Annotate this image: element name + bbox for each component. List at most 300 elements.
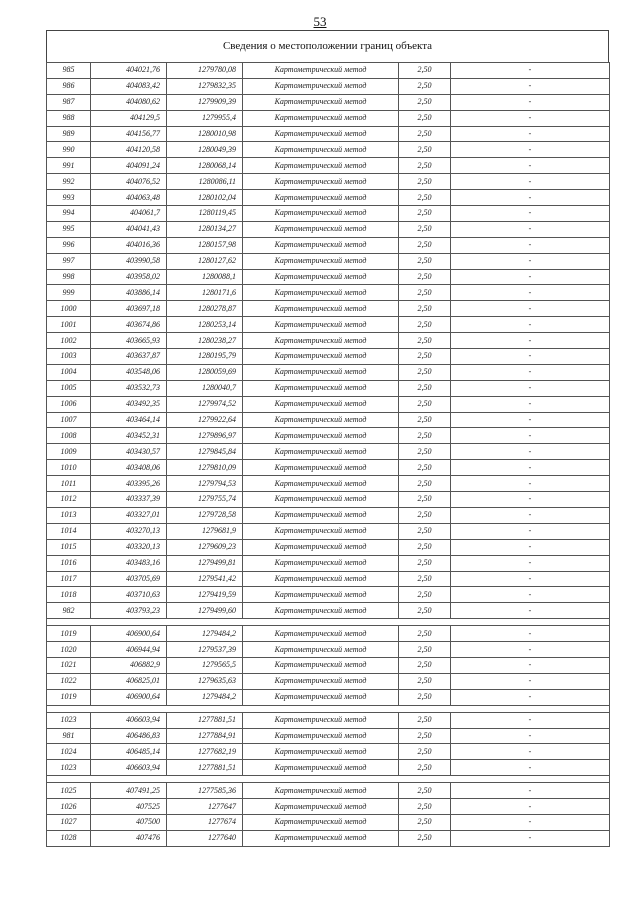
point-number-cell: 992 xyxy=(47,174,91,190)
description-cell: - xyxy=(451,317,610,333)
x-coordinate-cell: 403710,63 xyxy=(91,587,167,603)
table-row xyxy=(47,269,610,285)
method-cell: Картометрический метод xyxy=(243,492,399,508)
method-cell: Картометрический метод xyxy=(243,476,399,492)
description-cell: - xyxy=(451,712,610,728)
point-number-cell: 1020 xyxy=(47,642,91,658)
x-coordinate-cell: 404061,7 xyxy=(91,206,167,222)
accuracy-cell: 2,50 xyxy=(399,571,451,587)
description-cell: - xyxy=(451,642,610,658)
table-row xyxy=(47,523,610,539)
x-coordinate-cell: 403492,35 xyxy=(91,396,167,412)
point-number-cell: 997 xyxy=(47,253,91,269)
table-row xyxy=(47,783,610,799)
description-cell: - xyxy=(451,571,610,587)
x-coordinate-cell: 403452,31 xyxy=(91,428,167,444)
y-coordinate-cell: 1277585,36 xyxy=(167,783,243,799)
method-cell: Картометрический метод xyxy=(243,94,399,110)
accuracy-cell: 2,50 xyxy=(399,142,451,158)
accuracy-cell: 2,50 xyxy=(399,603,451,619)
description-cell: - xyxy=(451,539,610,555)
accuracy-cell: 2,50 xyxy=(399,799,451,815)
method-cell: Картометрический метод xyxy=(243,460,399,476)
description-cell: - xyxy=(451,190,610,206)
method-cell: Картометрический метод xyxy=(243,830,399,846)
table-row xyxy=(47,221,610,237)
table-row xyxy=(47,412,610,428)
accuracy-cell: 2,50 xyxy=(399,174,451,190)
x-coordinate-cell: 404041,43 xyxy=(91,221,167,237)
table-row xyxy=(47,190,610,206)
y-coordinate-cell: 1277884,91 xyxy=(167,728,243,744)
y-coordinate-cell: 1279541,42 xyxy=(167,571,243,587)
y-coordinate-cell: 1279780,08 xyxy=(167,63,243,79)
y-coordinate-cell: 1277640 xyxy=(167,830,243,846)
accuracy-cell: 2,50 xyxy=(399,712,451,728)
point-number-cell: 1008 xyxy=(47,428,91,444)
x-coordinate-cell: 403430,57 xyxy=(91,444,167,460)
accuracy-cell: 2,50 xyxy=(399,539,451,555)
point-number-cell: 996 xyxy=(47,237,91,253)
table-row xyxy=(47,301,610,317)
method-cell: Картометрический метод xyxy=(243,206,399,222)
y-coordinate-cell: 1280119,45 xyxy=(167,206,243,222)
description-cell: - xyxy=(451,142,610,158)
description-cell: - xyxy=(451,428,610,444)
method-cell: Картометрический метод xyxy=(243,412,399,428)
table-row xyxy=(47,396,610,412)
point-number-cell: 1021 xyxy=(47,657,91,673)
description-cell: - xyxy=(451,728,610,744)
table-row xyxy=(47,364,610,380)
description-cell: - xyxy=(451,744,610,760)
method-cell: Картометрический метод xyxy=(243,555,399,571)
point-number-cell: 1001 xyxy=(47,317,91,333)
point-number-cell: 994 xyxy=(47,206,91,222)
description-cell: - xyxy=(451,396,610,412)
x-coordinate-cell: 406900,64 xyxy=(91,626,167,642)
point-number-cell: 1004 xyxy=(47,364,91,380)
y-coordinate-cell: 1280059,69 xyxy=(167,364,243,380)
point-number-cell: 1010 xyxy=(47,460,91,476)
group-separator-row xyxy=(47,776,610,783)
table-row xyxy=(47,760,610,776)
point-number-cell: 1023 xyxy=(47,712,91,728)
x-coordinate-cell: 403337,39 xyxy=(91,492,167,508)
accuracy-cell: 2,50 xyxy=(399,444,451,460)
x-coordinate-cell: 406900,64 xyxy=(91,689,167,705)
x-coordinate-cell: 403958,02 xyxy=(91,269,167,285)
method-cell: Картометрический метод xyxy=(243,712,399,728)
y-coordinate-cell: 1279794,53 xyxy=(167,476,243,492)
y-coordinate-cell: 1277674 xyxy=(167,814,243,830)
x-coordinate-cell: 403674,86 xyxy=(91,317,167,333)
method-cell: Картометрический метод xyxy=(243,760,399,776)
y-coordinate-cell: 1280086,11 xyxy=(167,174,243,190)
y-coordinate-cell: 1277881,51 xyxy=(167,712,243,728)
description-cell: - xyxy=(451,492,610,508)
x-coordinate-cell: 403793,23 xyxy=(91,603,167,619)
y-coordinate-cell: 1279681,9 xyxy=(167,523,243,539)
accuracy-cell: 2,50 xyxy=(399,507,451,523)
y-coordinate-cell: 1279832,35 xyxy=(167,78,243,94)
x-coordinate-cell: 403483,16 xyxy=(91,555,167,571)
accuracy-cell: 2,50 xyxy=(399,126,451,142)
accuracy-cell: 2,50 xyxy=(399,492,451,508)
table-row xyxy=(47,712,610,728)
point-number-cell: 1009 xyxy=(47,444,91,460)
x-coordinate-cell: 406825,01 xyxy=(91,673,167,689)
x-coordinate-cell: 406944,94 xyxy=(91,642,167,658)
table-row xyxy=(47,476,610,492)
table-row xyxy=(47,673,610,689)
y-coordinate-cell: 1280040,7 xyxy=(167,380,243,396)
method-cell: Картометрический метод xyxy=(243,507,399,523)
table-row xyxy=(47,460,610,476)
accuracy-cell: 2,50 xyxy=(399,301,451,317)
description-cell: - xyxy=(451,221,610,237)
method-cell: Картометрический метод xyxy=(243,587,399,603)
method-cell: Картометрический метод xyxy=(243,142,399,158)
y-coordinate-cell: 1279909,39 xyxy=(167,94,243,110)
method-cell: Картометрический метод xyxy=(243,333,399,349)
description-cell: - xyxy=(451,507,610,523)
accuracy-cell: 2,50 xyxy=(399,673,451,689)
method-cell: Картометрический метод xyxy=(243,380,399,396)
point-number-cell: 1019 xyxy=(47,689,91,705)
description-cell: - xyxy=(451,158,610,174)
accuracy-cell: 2,50 xyxy=(399,783,451,799)
x-coordinate-cell: 404021,76 xyxy=(91,63,167,79)
method-cell: Картометрический метод xyxy=(243,539,399,555)
x-coordinate-cell: 406485,14 xyxy=(91,744,167,760)
table-row xyxy=(47,587,610,603)
method-cell: Картометрический метод xyxy=(243,799,399,815)
accuracy-cell: 2,50 xyxy=(399,587,451,603)
point-number-cell: 986 xyxy=(47,78,91,94)
description-cell: - xyxy=(451,253,610,269)
x-coordinate-cell: 403705,69 xyxy=(91,571,167,587)
point-number-cell: 999 xyxy=(47,285,91,301)
point-number-cell: 1018 xyxy=(47,587,91,603)
table-row xyxy=(47,626,610,642)
table-row xyxy=(47,63,610,79)
x-coordinate-cell: 404063,48 xyxy=(91,190,167,206)
y-coordinate-cell: 1279484,2 xyxy=(167,689,243,705)
method-cell: Картометрический метод xyxy=(243,428,399,444)
table-row xyxy=(47,571,610,587)
method-cell: Картометрический метод xyxy=(243,571,399,587)
method-cell: Картометрический метод xyxy=(243,523,399,539)
description-cell: - xyxy=(451,626,610,642)
description-cell: - xyxy=(451,412,610,428)
point-number-cell: 1005 xyxy=(47,380,91,396)
y-coordinate-cell: 1279955,4 xyxy=(167,110,243,126)
group-separator-cell xyxy=(47,619,610,626)
x-coordinate-cell: 403408,06 xyxy=(91,460,167,476)
y-coordinate-cell: 1279896,97 xyxy=(167,428,243,444)
table-row xyxy=(47,444,610,460)
table-row xyxy=(47,507,610,523)
group-separator-row xyxy=(47,619,610,626)
method-cell: Картометрический метод xyxy=(243,78,399,94)
x-coordinate-cell: 407500 xyxy=(91,814,167,830)
y-coordinate-cell: 1279565,5 xyxy=(167,657,243,673)
accuracy-cell: 2,50 xyxy=(399,317,451,333)
description-cell: - xyxy=(451,94,610,110)
method-cell: Картометрический метод xyxy=(243,642,399,658)
accuracy-cell: 2,50 xyxy=(399,523,451,539)
description-cell: - xyxy=(451,364,610,380)
table-row xyxy=(47,428,610,444)
accuracy-cell: 2,50 xyxy=(399,744,451,760)
table-row xyxy=(47,285,610,301)
accuracy-cell: 2,50 xyxy=(399,237,451,253)
method-cell: Картометрический метод xyxy=(243,396,399,412)
description-cell: - xyxy=(451,555,610,571)
point-number-cell: 1003 xyxy=(47,349,91,365)
accuracy-cell: 2,50 xyxy=(399,333,451,349)
x-coordinate-cell: 403464,14 xyxy=(91,412,167,428)
point-number-cell: 1026 xyxy=(47,799,91,815)
accuracy-cell: 2,50 xyxy=(399,412,451,428)
point-number-cell: 1011 xyxy=(47,476,91,492)
y-coordinate-cell: 1280278,87 xyxy=(167,301,243,317)
point-number-cell: 1025 xyxy=(47,783,91,799)
y-coordinate-cell: 1279484,2 xyxy=(167,626,243,642)
description-cell: - xyxy=(451,673,610,689)
point-number-cell: 1022 xyxy=(47,673,91,689)
method-cell: Картометрический метод xyxy=(243,63,399,79)
point-number-cell: 1027 xyxy=(47,814,91,830)
method-cell: Картометрический метод xyxy=(243,237,399,253)
description-cell: - xyxy=(451,657,610,673)
x-coordinate-cell: 403886,14 xyxy=(91,285,167,301)
table-row xyxy=(47,349,610,365)
coordinates-table xyxy=(46,62,610,847)
method-cell: Картометрический метод xyxy=(243,603,399,619)
point-number-cell: 987 xyxy=(47,94,91,110)
description-cell: - xyxy=(451,689,610,705)
description-cell: - xyxy=(451,78,610,94)
y-coordinate-cell: 1279537,39 xyxy=(167,642,243,658)
y-coordinate-cell: 1280238,27 xyxy=(167,333,243,349)
y-coordinate-cell: 1280127,62 xyxy=(167,253,243,269)
table-title: Сведения о местоположении границ объекта xyxy=(46,30,609,62)
y-coordinate-cell: 1279499,81 xyxy=(167,555,243,571)
method-cell: Картометрический метод xyxy=(243,158,399,174)
point-number-cell: 991 xyxy=(47,158,91,174)
point-number-cell: 1016 xyxy=(47,555,91,571)
accuracy-cell: 2,50 xyxy=(399,760,451,776)
y-coordinate-cell: 1280068,14 xyxy=(167,158,243,174)
accuracy-cell: 2,50 xyxy=(399,555,451,571)
x-coordinate-cell: 406603,94 xyxy=(91,760,167,776)
method-cell: Картометрический метод xyxy=(243,221,399,237)
method-cell: Картометрический метод xyxy=(243,301,399,317)
accuracy-cell: 2,50 xyxy=(399,63,451,79)
y-coordinate-cell: 1280010,98 xyxy=(167,126,243,142)
description-cell: - xyxy=(451,269,610,285)
point-number-cell: 1006 xyxy=(47,396,91,412)
y-coordinate-cell: 1279810,09 xyxy=(167,460,243,476)
accuracy-cell: 2,50 xyxy=(399,396,451,412)
table-row xyxy=(47,237,610,253)
description-cell: - xyxy=(451,830,610,846)
table-row xyxy=(47,642,610,658)
point-number-cell: 1013 xyxy=(47,507,91,523)
group-separator-cell xyxy=(47,776,610,783)
accuracy-cell: 2,50 xyxy=(399,657,451,673)
description-cell: - xyxy=(451,174,610,190)
method-cell: Картометрический метод xyxy=(243,783,399,799)
method-cell: Картометрический метод xyxy=(243,174,399,190)
description-cell: - xyxy=(451,476,610,492)
y-coordinate-cell: 1279728,58 xyxy=(167,507,243,523)
method-cell: Картометрический метод xyxy=(243,190,399,206)
table-row xyxy=(47,333,610,349)
table-row xyxy=(47,689,610,705)
table-row xyxy=(47,814,610,830)
x-coordinate-cell: 407476 xyxy=(91,830,167,846)
point-number-cell: 1002 xyxy=(47,333,91,349)
table-row xyxy=(47,126,610,142)
accuracy-cell: 2,50 xyxy=(399,285,451,301)
accuracy-cell: 2,50 xyxy=(399,269,451,285)
point-number-cell: 1012 xyxy=(47,492,91,508)
point-number-cell: 981 xyxy=(47,728,91,744)
table-row xyxy=(47,317,610,333)
y-coordinate-cell: 1279499,60 xyxy=(167,603,243,619)
method-cell: Картометрический метод xyxy=(243,673,399,689)
table-row xyxy=(47,158,610,174)
table-row xyxy=(47,206,610,222)
point-number-cell: 988 xyxy=(47,110,91,126)
table-row xyxy=(47,555,610,571)
table-row xyxy=(47,728,610,744)
y-coordinate-cell: 1280195,79 xyxy=(167,349,243,365)
y-coordinate-cell: 1280102,04 xyxy=(167,190,243,206)
coordinates-table-body xyxy=(47,63,610,847)
y-coordinate-cell: 1280049,39 xyxy=(167,142,243,158)
x-coordinate-cell: 403270,13 xyxy=(91,523,167,539)
table-row xyxy=(47,799,610,815)
method-cell: Картометрический метод xyxy=(243,317,399,333)
method-cell: Картометрический метод xyxy=(243,744,399,760)
point-number-cell: 1014 xyxy=(47,523,91,539)
point-number-cell: 995 xyxy=(47,221,91,237)
table-row xyxy=(47,78,610,94)
accuracy-cell: 2,50 xyxy=(399,642,451,658)
method-cell: Картометрический метод xyxy=(243,657,399,673)
method-cell: Картометрический метод xyxy=(243,269,399,285)
x-coordinate-cell: 404076,52 xyxy=(91,174,167,190)
point-number-cell: 982 xyxy=(47,603,91,619)
y-coordinate-cell: 1279755,74 xyxy=(167,492,243,508)
table-row xyxy=(47,539,610,555)
description-cell: - xyxy=(451,603,610,619)
accuracy-cell: 2,50 xyxy=(399,110,451,126)
table-row xyxy=(47,110,610,126)
description-cell: - xyxy=(451,206,610,222)
x-coordinate-cell: 403532,73 xyxy=(91,380,167,396)
x-coordinate-cell: 404016,36 xyxy=(91,237,167,253)
x-coordinate-cell: 406603,94 xyxy=(91,712,167,728)
description-cell: - xyxy=(451,110,610,126)
accuracy-cell: 2,50 xyxy=(399,689,451,705)
method-cell: Картометрический метод xyxy=(243,110,399,126)
table-row xyxy=(47,380,610,396)
x-coordinate-cell: 403637,87 xyxy=(91,349,167,365)
point-number-cell: 985 xyxy=(47,63,91,79)
y-coordinate-cell: 1280253,14 xyxy=(167,317,243,333)
point-number-cell: 1019 xyxy=(47,626,91,642)
x-coordinate-cell: 404129,5 xyxy=(91,110,167,126)
point-number-cell: 990 xyxy=(47,142,91,158)
point-number-cell: 998 xyxy=(47,269,91,285)
accuracy-cell: 2,50 xyxy=(399,78,451,94)
description-cell: - xyxy=(451,380,610,396)
y-coordinate-cell: 1279419,59 xyxy=(167,587,243,603)
accuracy-cell: 2,50 xyxy=(399,349,451,365)
x-coordinate-cell: 403697,18 xyxy=(91,301,167,317)
description-cell: - xyxy=(451,799,610,815)
table-row xyxy=(47,94,610,110)
boundary-sheet xyxy=(46,30,609,847)
description-cell: - xyxy=(451,783,610,799)
x-coordinate-cell: 404120,58 xyxy=(91,142,167,158)
description-cell: - xyxy=(451,333,610,349)
method-cell: Картометрический метод xyxy=(243,126,399,142)
x-coordinate-cell: 407525 xyxy=(91,799,167,815)
group-separator-row xyxy=(47,705,610,712)
method-cell: Картометрический метод xyxy=(243,689,399,705)
y-coordinate-cell: 1280088,1 xyxy=(167,269,243,285)
accuracy-cell: 2,50 xyxy=(399,206,451,222)
point-number-cell: 993 xyxy=(47,190,91,206)
description-cell: - xyxy=(451,444,610,460)
method-cell: Картометрический метод xyxy=(243,349,399,365)
point-number-cell: 1007 xyxy=(47,412,91,428)
table-row xyxy=(47,657,610,673)
point-number-cell: 1000 xyxy=(47,301,91,317)
x-coordinate-cell: 406486,83 xyxy=(91,728,167,744)
table-row xyxy=(47,744,610,760)
y-coordinate-cell: 1277881,51 xyxy=(167,760,243,776)
accuracy-cell: 2,50 xyxy=(399,253,451,269)
accuracy-cell: 2,50 xyxy=(399,221,451,237)
x-coordinate-cell: 403665,93 xyxy=(91,333,167,349)
x-coordinate-cell: 407491,25 xyxy=(91,783,167,799)
accuracy-cell: 2,50 xyxy=(399,830,451,846)
x-coordinate-cell: 403327,01 xyxy=(91,507,167,523)
y-coordinate-cell: 1280171,6 xyxy=(167,285,243,301)
y-coordinate-cell: 1280157,98 xyxy=(167,237,243,253)
accuracy-cell: 2,50 xyxy=(399,460,451,476)
point-number-cell: 1015 xyxy=(47,539,91,555)
description-cell: - xyxy=(451,63,610,79)
point-number-cell: 989 xyxy=(47,126,91,142)
accuracy-cell: 2,50 xyxy=(399,626,451,642)
y-coordinate-cell: 1279845,84 xyxy=(167,444,243,460)
group-separator-cell xyxy=(47,705,610,712)
point-number-cell: 1017 xyxy=(47,571,91,587)
description-cell: - xyxy=(451,126,610,142)
table-row xyxy=(47,830,610,846)
description-cell: - xyxy=(451,460,610,476)
y-coordinate-cell: 1280134,27 xyxy=(167,221,243,237)
accuracy-cell: 2,50 xyxy=(399,380,451,396)
